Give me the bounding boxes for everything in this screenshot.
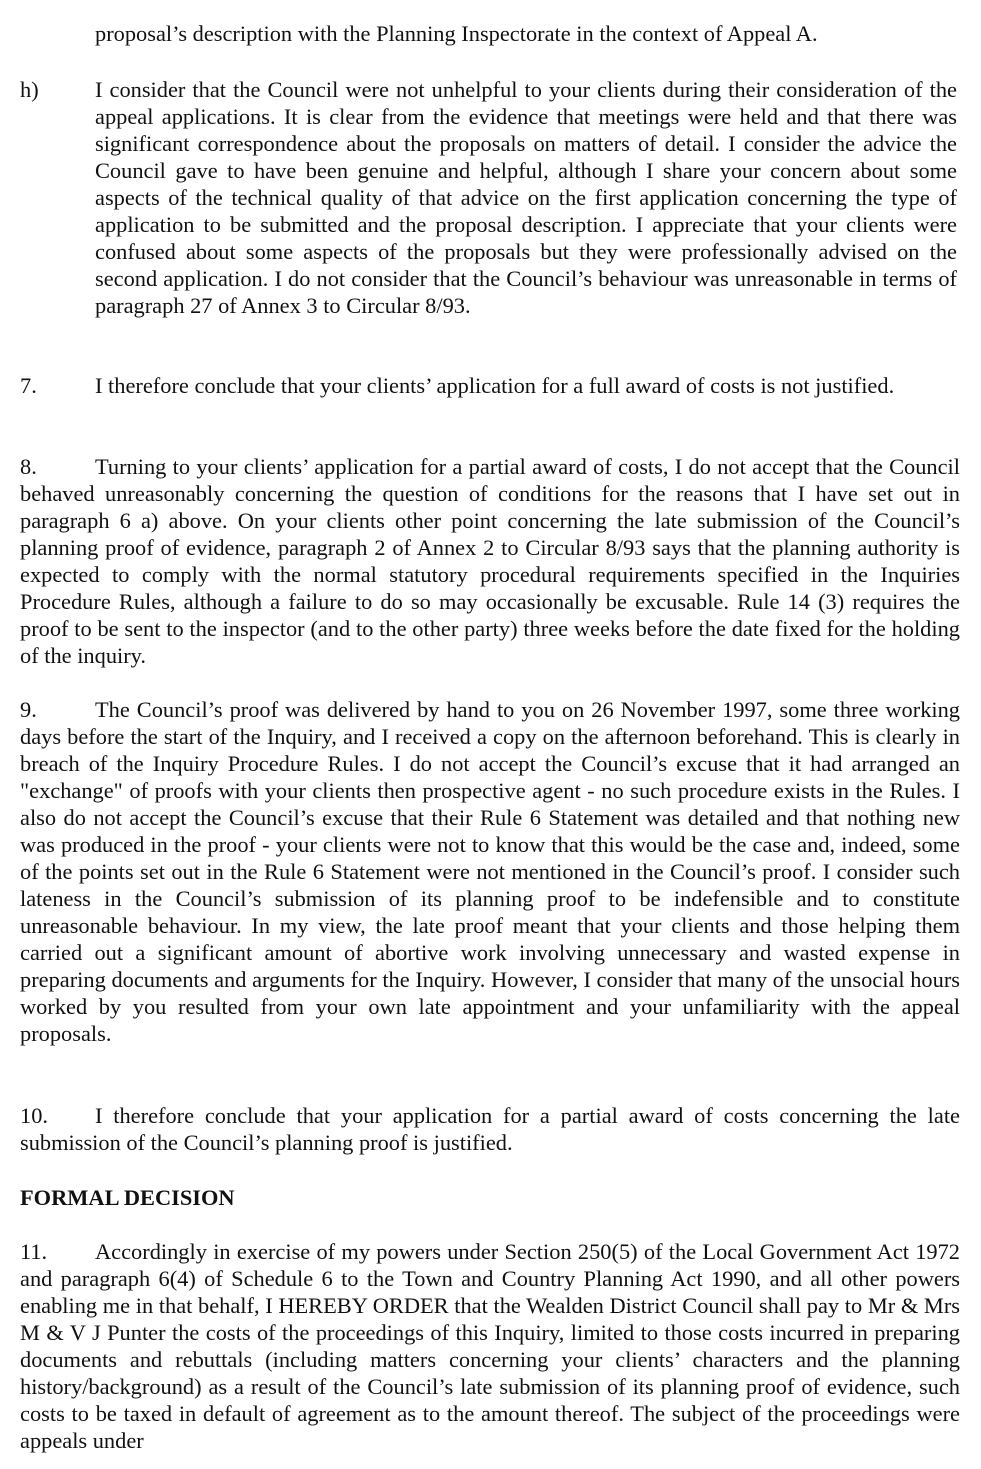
paragraph-7-text: I therefore conclude that your clients’ application for a full award of costs is not justified. bbox=[95, 373, 895, 398]
paragraph-11-text: Accordingly in exercise of my powers under Section 250(5) of the Local Government Act 1972 and paragraph 6(4) of Schedule 6 to the Town and Country Planning Act 1990, and all other powers enabling me in that behalf, I HEREBY ORDER that the Wealden District Council shall pay to Mr & Mrs M & V J Punter the costs of the proceedings of this Inquiry, limited to those costs incurred in preparing documents and rebuttals (including matters concerning your clients’ characters and the planning history/background) as a result of the Council’s late submission of its planning proof of evidence, such costs to be taxed in default of agreement as to the amount thereof. The subject of the proceedings were appeals under bbox=[20, 1239, 960, 1453]
paragraph-8 bbox=[20, 453, 960, 669]
paragraph-6h-marker: h) bbox=[20, 77, 39, 102]
paragraph-7 bbox=[20, 372, 960, 399]
section-heading-formal-decision: FORMAL DECISION bbox=[20, 1185, 235, 1210]
paragraph-6g-continuation: proposal’s description with the Planning Inspectorate in the context of Appeal A. bbox=[95, 21, 818, 46]
paragraph-11 bbox=[20, 1238, 960, 1454]
paragraph-8-number: 8. bbox=[20, 454, 37, 479]
paragraph-7-number: 7. bbox=[20, 373, 37, 398]
paragraph-11-number: 11. bbox=[20, 1239, 48, 1264]
paragraph-9 bbox=[20, 696, 960, 1047]
paragraph-10-text: I therefore conclude that your application for a partial award of costs concerning the late submission of the Council’s planning proof is justified. bbox=[20, 1103, 960, 1155]
paragraph-6h-text: I consider that the Council were not unhelpful to your clients during their consideration of the appeal applications. It is clear from the evidence that meetings were held and that there was significant correspondence about the proposals on matters of detail. I consider the advice the Council gave to have been genuine and helpful, although I share your concern about some aspects of the technical quality of that advice on the first application concerning the type of application to be submitted and the proposal description. I appreciate that your clients were confused about some aspects of the proposals but they were professionally advised on the second application. I do not consider that the Council’s behaviour was unreasonable in terms of paragraph 27 of Annex 3 to Circular 8/93. bbox=[95, 77, 957, 318]
paragraph-10 bbox=[20, 1102, 960, 1156]
paragraph-9-number: 9. bbox=[20, 697, 37, 722]
paragraph-10-number: 10. bbox=[20, 1103, 48, 1128]
paragraph-8-text: Turning to your clients’ application for a partial award of costs, I do not accept that the Council behaved unreasonably concerning the question of conditions for the reasons that I have set out in paragraph 6 a) above. On your clients other point concerning the late submission of the Council’s planning proof of evidence, paragraph 2 of Annex 2 to Circular 8/93 says that the planning authority is expected to comply with the normal statutory procedural requirements specified in the Inquiries Procedure Rules, although a failure to do so may occasionally be excusable. Rule 14 (3) requires the proof to be sent to the inspector (and to the other party) three weeks before the date fixed for the holding of the inquiry. bbox=[20, 454, 960, 668]
paragraph-9-text: The Council’s proof was delivered by hand to you on 26 November 1997, some three working days before the start of the Inquiry, and I received a copy on the afternoon beforehand. This is clearly in breach of the Inquiry Procedure Rules. I do not accept the Council’s excuse that it had arranged an "exchange" of proofs with your clients then prospective agent - no such procedure exists in the Rules. I also do not accept the Council’s excuse that their Rule 6 Statement was detailed and that nothing new was produced in the proof - your clients were not to know that this would be the case and, indeed, some of the points set out in the Rule 6 Statement were not mentioned in the Council’s proof. I consider such lateness in the Council’s submission of its planning proof to be indefensible and to constitute unreasonable behaviour. In my view, the late proof meant that your clients and those helping them carried out a significant amount of abortive work involving unnecessary and wasted expense in preparing documents and arguments for the Inquiry. However, I consider that many of the unsocial hours worked by you resulted from your own late appointment and your unfamiliarity with the appeal proposals. bbox=[20, 697, 960, 1046]
